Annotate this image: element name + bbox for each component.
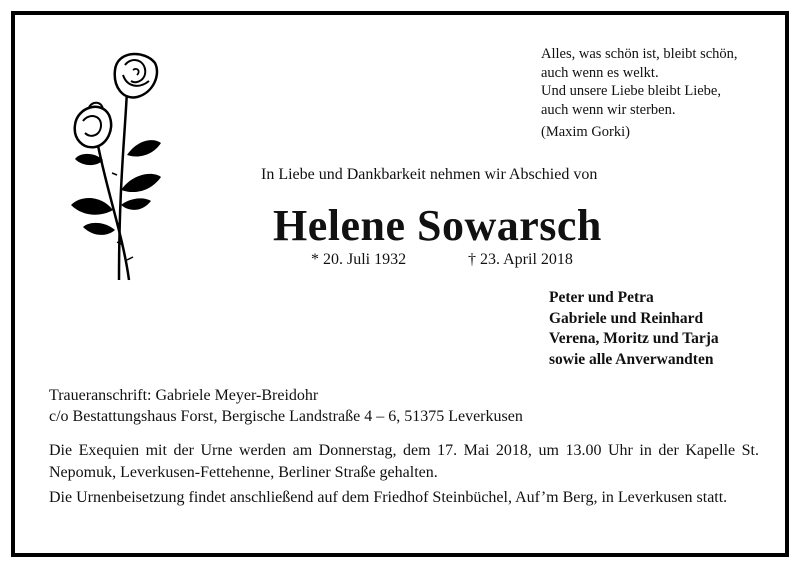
family-member: Peter und Petra [549,289,654,306]
birth-date: * 20. Juli 1932 [311,251,407,268]
quote-line: auch wenn wir sterben. [541,101,676,118]
mourning-address [49,385,523,427]
quote-line: Und unsere Liebe bleibt Liebe, [541,83,721,99]
quote-line: auch wenn es welkt. [541,64,659,81]
burial-notice: Die Urnenbeisetzung findet anschließend auf dem Friedhof Steinbüchel, Auf’m Berg, in Leverkusen statt. [49,489,728,506]
farewell-intro: In Liebe und Dankbarkeit nehmen wir Abschied von [261,166,598,183]
rose-icon [57,45,177,285]
quote-block [541,45,738,142]
deceased-name: Helene Sowarsch [273,201,602,250]
quote-line: Alles, was schön ist, bleibt schön, [541,46,738,62]
family-list [549,288,719,370]
funeral-notice: Die Exequien mit der Urne werden am Donnerstag, dem 17. Mai 2018, um 13.00 Uhr in der Kapelle St. Nepomuk, Leverkusen-Fettehenne, Berliner Straße gehalten. [49,442,759,481]
family-member: sowie alle Anverwandten [549,350,714,368]
obituary-frame [11,11,789,557]
family-member: Verena, Moritz und Tarja [549,330,719,347]
quote-author: (Maxim Gorki) [541,124,630,140]
death-date: † 23. April 2018 [468,251,573,268]
family-member: Gabriele und Reinhard [549,309,704,327]
address-line: c/o Bestattungshaus Forst, Bergische Landstraße 4 – 6, 51375 Leverkusen [49,408,523,425]
address-line: Traueranschrift: Gabriele Meyer-Breidohr [49,387,319,404]
